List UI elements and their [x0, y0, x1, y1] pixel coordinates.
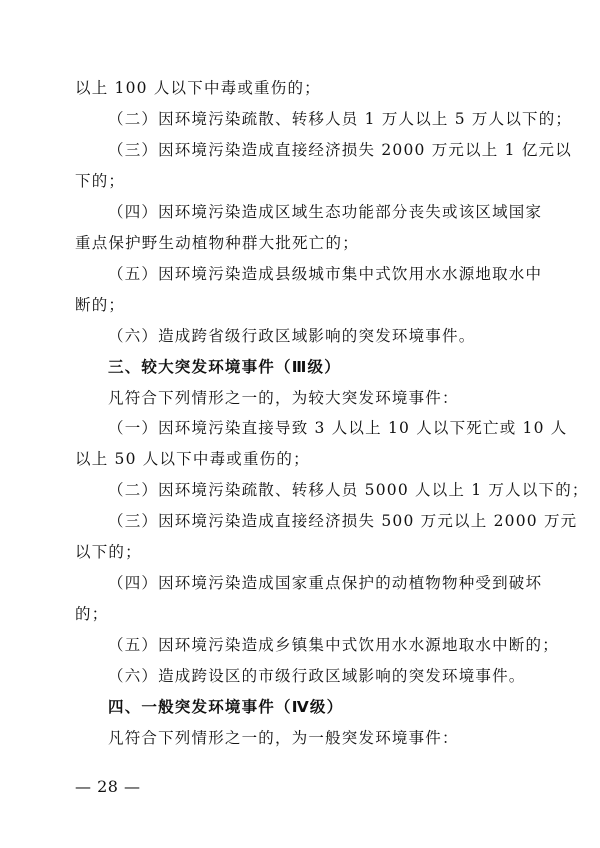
body-line: 下的；	[75, 172, 126, 190]
list-item: （六）造成跨设区的市级行政区域影响的突发环境事件。	[108, 667, 526, 685]
body-line: 以上 50 人以下中毒或重伤的；	[75, 450, 310, 468]
body-line: 的；	[75, 605, 109, 623]
list-item: （三）因环境污染造成直接经济损失 500 万元以上 2000 万元	[108, 512, 578, 530]
body-line: 凡符合下列情形之一的，为较大突发环境事件：	[108, 389, 459, 407]
list-item: （五）因环境污染造成县级城市集中式饮用水水源地取水中	[108, 265, 543, 283]
list-item: （二）因环境污染疏散、转移人员 1 万人以上 5 万人以下的；	[108, 110, 573, 128]
body-line: 断的；	[75, 296, 126, 314]
list-item: （四）因环境污染造成区域生态功能部分丧失或该区域国家	[108, 203, 543, 221]
section-heading: 三、较大突发环境事件（Ⅲ级）	[108, 358, 341, 376]
body-line: 重点保护野生动植物种群大批死亡的；	[75, 234, 359, 252]
page-number: — 28 —	[75, 777, 141, 796]
section-heading: 四、一般突发环境事件（Ⅳ级）	[108, 698, 344, 716]
list-item: （二）因环境污染疏散、转移人员 5000 人以上 1 万人以下的；	[108, 481, 589, 499]
body-line: 以下的；	[75, 543, 142, 561]
list-item: （六）造成跨省级行政区域影响的突发环境事件。	[108, 327, 476, 345]
list-item: （一）因环境污染直接导致 3 人以上 10 人以下死亡或 10 人	[108, 419, 568, 437]
body-line: 以上 100 人以下中毒或重伤的；	[75, 79, 321, 97]
body-line: 凡符合下列情形之一的，为一般突发环境事件：	[108, 729, 459, 747]
list-item: （五）因环境污染造成乡镇集中式饮用水水源地取水中断的；	[108, 636, 559, 654]
list-item: （四）因环境污染造成国家重点保护的动植物物种受到破坏	[108, 574, 543, 592]
list-item: （三）因环境污染造成直接经济损失 2000 万元以上 1 亿元以	[108, 141, 572, 159]
